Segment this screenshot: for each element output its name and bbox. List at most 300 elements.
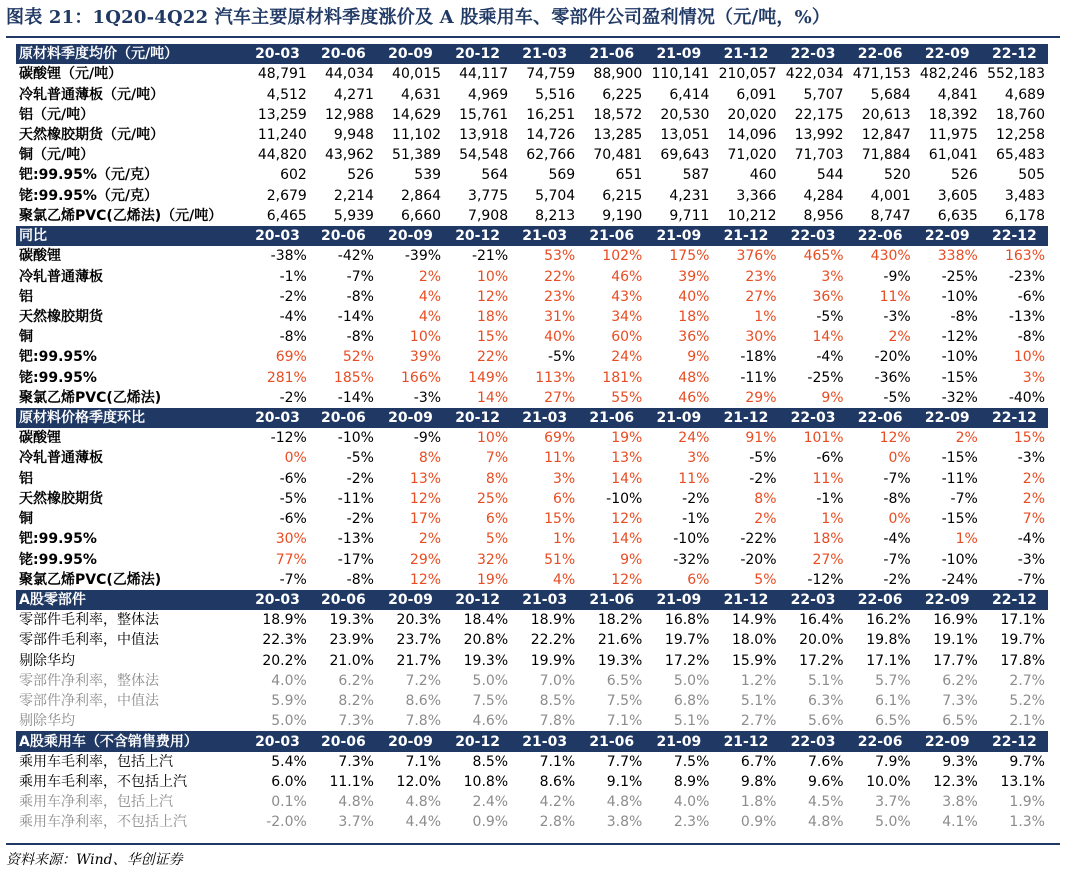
table-cell: 539 [414,167,442,184]
table-cell: -38% [270,248,307,265]
table-cell: 5.1% [808,672,844,689]
table-cell: 2% [1022,470,1045,487]
table-cell: 19.9% [530,652,576,669]
table-cell: -2% [279,389,307,406]
table-cell: 69% [275,349,307,366]
section-header-label: 原材料季度均价（元/吨） [16,44,245,64]
table-cell: 17.2% [664,652,710,669]
row-label: 铝 [19,288,33,305]
table-cell: 0.1% [271,794,307,811]
table-cell: 2,679 [266,187,307,204]
table-cell: 2% [1022,490,1045,507]
table-cell: -15% [941,511,978,528]
table-cell: 16.4% [799,612,844,629]
table-row [16,469,1048,489]
table-cell: 18% [678,308,710,325]
table-cell: 11% [544,450,576,467]
table-row [16,165,1048,185]
table-cell: 13,918 [459,126,509,143]
table-cell: 520 [883,167,911,184]
table-cell: 8% [485,470,509,487]
table-cell: 27% [745,288,777,305]
table-cell: 14% [812,329,844,346]
table-cell: 3,366 [736,187,777,204]
table-cell: 7,908 [468,207,509,224]
table-row [16,671,1048,691]
table-cell: 20.0% [799,632,844,649]
table-cell: -10% [941,349,978,366]
table-cell: 2% [418,531,442,548]
table-cell: 14% [611,470,643,487]
table-cell: 22% [544,268,576,285]
row-label: 碳酸锂（元/吨） [19,66,123,83]
table-cell: 11% [812,470,844,487]
table-cell: 74,759 [526,66,576,83]
table-cell: 39% [409,349,442,366]
table-cell: 11,102 [392,126,442,143]
quarter-header: 22-09 [914,44,981,64]
table-cell: 18.9% [262,612,307,629]
table-cell: -7% [346,268,374,285]
table-cell: 7.3% [338,713,374,730]
table-cell: 9.1% [606,773,643,790]
table-cell: 23.7% [396,632,442,649]
table-cell: 185% [333,369,374,386]
table-cell: 24% [611,349,643,366]
table-cell: 2,214 [333,187,374,204]
table-cell: 3,605 [937,187,978,204]
quarter-header: 21-03 [511,44,578,64]
table-cell: 3,483 [1004,187,1045,204]
table-cell: -5% [346,450,374,467]
table-cell: 102% [602,248,643,265]
table-cell: 10.8% [463,773,509,790]
table-cell: 6.0% [271,773,307,790]
table-row [16,448,1048,468]
table-cell: -42% [337,248,374,265]
table-cell: -2% [279,288,307,305]
table-cell: 6% [485,511,509,528]
table-cell: 39% [678,268,710,285]
table-cell: 101% [803,430,844,447]
table-cell: 149% [468,369,509,386]
section-header-row [16,590,1048,610]
table-cell: 175% [669,248,710,265]
quarter-header: 22-03 [780,731,847,751]
table-cell: 22.2% [530,632,576,649]
table-cell: 7.8% [405,713,442,730]
row-label: 钯:99.95%（元/克） [19,167,159,184]
table-cell: 12% [409,571,442,588]
table-cell: 16.9% [933,612,978,629]
table-cell: -4% [279,308,307,325]
table-cell: 4.2% [539,794,576,811]
table-cell: -3% [883,308,911,325]
table-cell: 18,760 [996,106,1045,123]
table-cell: 2% [888,329,911,346]
figure-title: 图表 21：1Q20-4Q22 汽车主要原材料季度涨价及 A 股乘用车、零部件公司盈利情况（元/吨，%） [6,7,831,28]
table-cell: 7.7% [606,753,643,770]
table-cell: 5.1% [673,713,710,730]
table-cell: -10% [941,551,978,568]
row-label: 天然橡胶期货 [19,490,103,507]
table-cell: 4.4% [405,814,442,831]
table-cell: 8.6% [405,693,442,710]
table-cell: 14% [477,389,509,406]
table-cell: 5,516 [535,86,576,103]
table-cell: 12,847 [861,126,911,143]
table-cell: 376% [736,248,777,265]
table-cell: 54,548 [459,147,509,164]
row-label: 零部件净利率，整体法 [19,672,159,689]
table-cell: 9,948 [333,126,374,143]
table-cell: -11% [941,470,978,487]
table-cell: 29% [409,551,442,568]
table-cell: 32% [477,551,509,568]
table-cell: 9,711 [669,207,710,224]
table-cell: 20.2% [262,652,307,669]
table-row [16,105,1048,125]
table-cell: 113% [535,369,576,386]
table-cell: 9.7% [1009,753,1045,770]
table-cell: 17.8% [1000,652,1045,669]
quarter-header: 20-03 [245,226,310,246]
table-cell: 7.1% [405,753,442,770]
table-cell: 166% [401,369,442,386]
quarter-header: 20-06 [310,226,377,246]
table-cell: -24% [941,571,978,588]
quarter-header: 22-12 [981,731,1048,751]
table-cell: 60% [611,329,643,346]
table-cell: 11.1% [329,773,374,790]
quarter-header: 21-12 [712,226,779,246]
table-cell: 7% [1022,511,1045,528]
table-cell: 19.1% [933,632,978,649]
row-label: 乘用车毛利率，包括上汽 [19,753,173,770]
table-cell: 3% [821,268,844,285]
table-cell: -17% [337,551,374,568]
quarter-header: 22-12 [981,44,1048,64]
table-cell: 62,766 [526,147,576,164]
table-cell: 5,939 [333,207,374,224]
table-cell: 13.1% [1000,773,1045,790]
table-cell: 21.7% [396,652,442,669]
quarter-header: 21-06 [578,731,645,751]
table-cell: 8,956 [803,207,844,224]
table-cell: 11,240 [257,126,307,143]
table-cell: 0% [888,511,911,528]
quarter-header: 22-03 [780,590,847,610]
table-cell: -4% [883,531,911,548]
table-cell: -3% [1017,450,1045,467]
table-cell: 4,969 [468,86,509,103]
section-header-row [16,44,1048,64]
table-cell: 46% [611,268,643,285]
table-cell: -14% [337,308,374,325]
table-cell: -2.0% [266,814,307,831]
table-cell: 10.0% [866,773,911,790]
table-cell: 77% [275,551,307,568]
row-label: 剔除华均 [19,713,75,730]
row-label: 零部件毛利率，中值法 [19,632,159,649]
table-cell: 564 [481,167,509,184]
section-header-row [16,226,1048,246]
table-row [16,125,1048,145]
table-cell: 48% [678,369,710,386]
table-cell: -10% [606,490,643,507]
table-cell: 526 [347,167,374,184]
table-cell: 4.1% [942,814,978,831]
table-cell: 27% [544,389,576,406]
row-label: 钯:99.95% [19,349,97,366]
table-cell: 4.8% [606,794,643,811]
row-label: 铑:99.95% [19,551,97,568]
table-cell: -8% [346,288,374,305]
table-cell: 11% [879,288,911,305]
table-cell: 27% [812,551,844,568]
table-cell: 210,057 [718,66,777,83]
table-row [16,428,1048,448]
table-cell: 6,635 [937,207,978,224]
table-cell: 6.2% [942,672,978,689]
table-cell: -7% [950,490,978,507]
table-cell: 8.6% [539,773,576,790]
source-note: 资料来源：Wind、华创证券 [6,852,183,868]
table-cell: 569 [548,167,576,184]
table-cell: 69% [544,430,576,447]
table-cell: 4,631 [400,86,442,103]
quarter-header: 21-12 [712,731,779,751]
table-cell: 5% [485,531,509,548]
table-cell: 18,572 [593,106,643,123]
table-cell: -5% [883,389,911,406]
table-cell: 18.4% [463,612,509,629]
table-row [16,64,1048,84]
table-cell: 36% [812,288,844,305]
table-cell: 10% [1013,349,1045,366]
table-cell: 338% [937,248,978,265]
quarter-header: 21-12 [712,44,779,64]
quarter-header: 22-12 [981,590,1048,610]
table-cell: 4.5% [808,794,844,811]
table-cell: 18% [812,531,844,548]
table-cell: -7% [883,470,911,487]
table-cell: 181% [602,369,643,386]
quarter-header: 20-12 [444,226,511,246]
table-cell: 15% [1013,430,1045,447]
table-cell: 5.2% [1009,693,1045,710]
table-cell: 602 [280,167,307,184]
table-cell: -20% [740,551,777,568]
table-cell: -8% [346,329,374,346]
table-row [16,287,1048,307]
quarter-header: 20-09 [377,44,444,64]
table-cell: 6,465 [266,207,307,224]
table-cell: 422,034 [785,66,844,83]
table-cell: 110,141 [651,66,710,83]
quarter-header: 20-06 [310,408,377,428]
source-rule [6,843,1060,845]
table-cell: 9.3% [942,753,978,770]
row-label: 乘用车毛利率，不包括上汽 [19,773,187,790]
table-cell: 46% [678,389,710,406]
row-label: 零部件净利率，中值法 [19,693,159,710]
table-cell: 22% [477,349,509,366]
table-cell: 10% [477,268,509,285]
table-cell: -2% [682,490,710,507]
table-cell: 7.5% [472,693,509,710]
row-label: 铝（元/吨） [19,106,95,123]
table-cell: 6,225 [602,86,643,103]
quarter-header: 22-12 [981,408,1048,428]
table-cell: 15% [477,329,509,346]
table-cell: 20,020 [727,106,777,123]
table-cell: 6,660 [400,207,442,224]
table-cell: 6.1% [875,693,911,710]
table-row [16,347,1048,367]
table-cell: 3.8% [942,794,978,811]
table-cell: 4.8% [808,814,844,831]
section-header-label: 同比 [16,226,245,246]
row-label: 天然橡胶期货（元/吨） [19,126,165,143]
table-cell: -1% [682,511,710,528]
table-cell: 471,153 [852,66,911,83]
table-row [16,752,1048,772]
table-cell: 1.8% [740,794,777,811]
table-row [16,246,1048,266]
table-cell: -11% [740,369,777,386]
table-cell: 4% [418,288,442,305]
table-row [16,630,1048,650]
table-cell: 6.8% [673,693,710,710]
table-cell: 10,212 [727,207,777,224]
table-cell: 1% [955,531,978,548]
section-header-row [16,731,1048,751]
table-cell: -14% [337,389,374,406]
quarter-header: 20-03 [245,590,310,610]
table-cell: 1% [821,511,844,528]
table-cell: -22% [740,531,777,548]
row-label: 聚氯乙烯PVC(乙烯法)（元/吨） [19,207,223,224]
table-cell: 651 [615,167,643,184]
row-label: 碳酸锂 [19,248,61,265]
table-cell: 13% [611,450,643,467]
table-cell: 12,988 [324,106,374,123]
table-cell: 19.3% [329,612,374,629]
table-cell: 40,015 [392,66,442,83]
table-cell: 0% [888,450,911,467]
table-cell: 8,747 [870,207,911,224]
table-cell: 55% [611,389,643,406]
table-cell: 14% [611,531,643,548]
table-row [16,792,1048,812]
table-cell: 2.3% [673,814,710,831]
table-cell: 21.6% [597,632,643,649]
table-cell: 1.3% [1009,814,1045,831]
table-cell: 20,530 [660,106,710,123]
table-cell: 6,178 [1004,207,1045,224]
table-cell: 2.7% [1009,672,1045,689]
table-cell: -3% [413,389,442,406]
table-cell: 4,231 [669,187,710,204]
table-cell: 7.3% [942,693,978,710]
table-row [16,145,1048,165]
table-cell: 13,259 [257,106,307,123]
table-cell: 5,704 [535,187,576,204]
table-cell: -9% [883,268,911,285]
table-cell: 30% [275,531,307,548]
table-cell: 11,975 [928,126,978,143]
table-cell: 3% [687,450,710,467]
table-cell: -3% [1017,551,1045,568]
table-cell: -39% [404,248,442,265]
quarter-header: 21-06 [578,408,645,428]
table-cell: -4% [1017,531,1045,548]
table-cell: -4% [816,349,844,366]
table-cell: 4.0% [673,794,710,811]
table-cell: -13% [1008,308,1045,325]
table-cell: -12% [807,571,844,588]
table-row [16,529,1048,549]
table-cell: 30% [745,329,777,346]
table-cell: 6,414 [669,86,710,103]
table-cell: 1.2% [740,672,777,689]
table-cell: 9,190 [602,207,643,224]
quarter-header: 20-12 [444,44,511,64]
table-cell: 34% [611,308,643,325]
table-cell: 88,900 [593,66,643,83]
table-row [16,772,1048,792]
row-label: 冷轧普通薄板 [19,450,103,467]
table-cell: 16.8% [664,612,710,629]
row-label: 冷轧普通薄板（元/吨） [19,86,165,103]
table-cell: 8.2% [338,693,374,710]
table-row [16,388,1048,408]
table-cell: 17.7% [933,652,978,669]
table-cell: 587 [682,167,710,184]
table-cell: 44,820 [257,147,307,164]
table-cell: 8.5% [472,753,509,770]
table-cell: 6,215 [602,187,643,204]
quarter-header: 21-06 [578,226,645,246]
table-cell: -5% [547,349,576,366]
table-cell: 5.6% [808,713,844,730]
table-cell: 24% [678,430,710,447]
table-cell: -11% [337,490,374,507]
row-label: 钯:99.95% [19,531,97,548]
table-row [16,691,1048,711]
table-row [16,509,1048,529]
table-cell: -21% [471,248,509,265]
table-cell: 71,020 [727,147,777,164]
row-label: 铜 [19,511,33,528]
quarter-header: 21-06 [578,590,645,610]
table-cell: -8% [279,329,307,346]
table-cell: 6.7% [740,753,777,770]
row-label: 铜（元/吨） [19,147,95,164]
table-cell: 482,246 [919,66,978,83]
table-cell: 70,481 [593,147,643,164]
table-cell: 14,726 [526,126,576,143]
table-cell: -6% [816,450,844,467]
table-cell: 3% [1022,369,1045,386]
table-cell: -7% [883,551,911,568]
table-cell: 17.1% [1000,612,1045,629]
quarter-header: 20-12 [444,590,511,610]
table-cell: 9% [620,551,643,568]
table-cell: 22.3% [262,632,307,649]
table-cell: -5% [279,490,307,507]
